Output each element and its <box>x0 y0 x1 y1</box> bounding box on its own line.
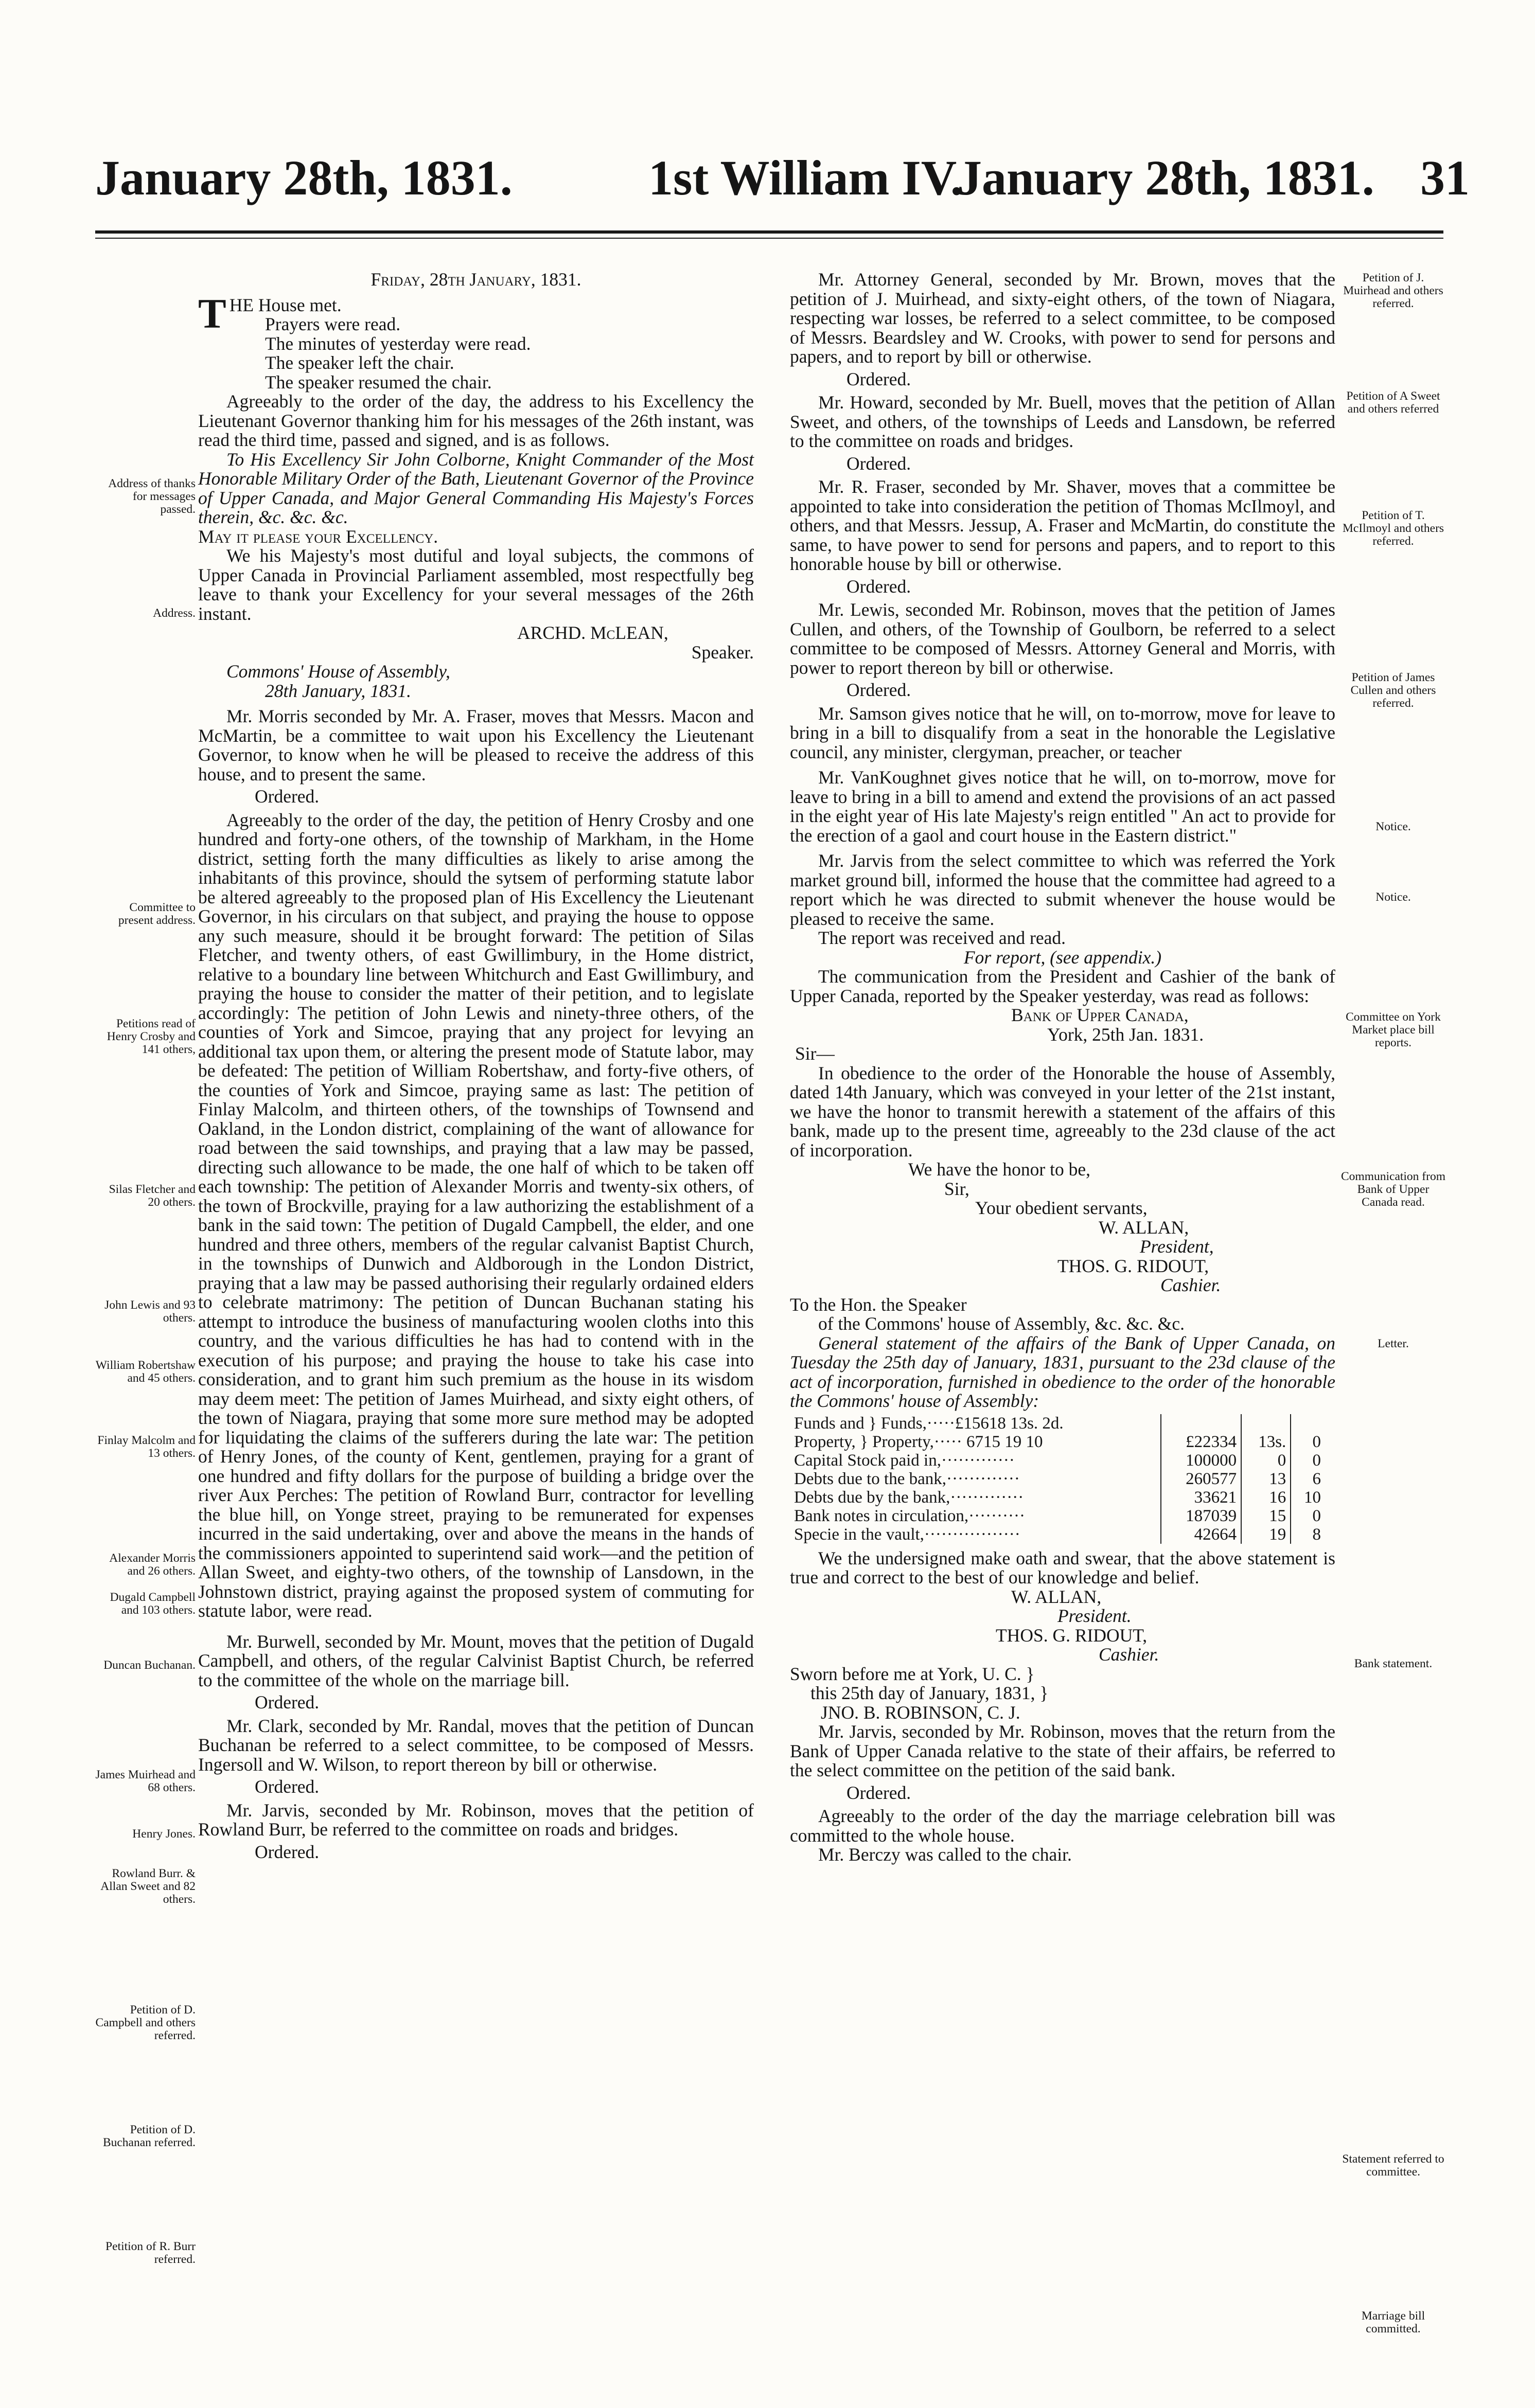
statement-row <box>790 1470 1325 1488</box>
statement-pence: 6 <box>1291 1470 1325 1488</box>
to-speaker: To the Hon. the Speaker <box>790 1294 967 1315</box>
address-to: To His Excellency Sir John Colborne, Knight Commander of the Most Honorable Military Order of the Bath, Lieutenant Governor of the Province of Upper Canada, and Major General Commanding His Majesty's Forces therein, &c. &c. &c. <box>198 449 754 527</box>
right-column <box>790 270 1335 1865</box>
place-line: Commons' House of Assembly, <box>226 661 450 682</box>
statement-pounds: 260577 <box>1161 1470 1241 1488</box>
ordered-right-4: Ordered. <box>846 680 911 700</box>
header-date-left: January 28th, 1831. <box>95 150 513 205</box>
header-rule-thin <box>95 238 1443 239</box>
statement-pounds: 33621 <box>1161 1488 1241 1507</box>
margin-note-left: Duncan Buchanan. <box>103 1658 196 1672</box>
ordered-left-1: Ordered. <box>255 786 320 807</box>
salutation: Sir— <box>795 1043 835 1064</box>
statement-label: Capital Stock paid in,············· <box>794 1451 1015 1470</box>
ordered-right-3: Ordered. <box>846 576 911 597</box>
jarvis-motion-burr: Mr. Jarvis, seconded by Mr. Robinson, moves that the petition of Rowland Burr, be referred to the committee on roads and bridges. <box>198 1799 754 1840</box>
statement-label: Debts due to the bank,············· <box>794 1469 1020 1488</box>
berczy-line: Mr. Berczy was called to the chair. <box>818 1844 1072 1865</box>
jarvis-report: Mr. Jarvis from the select committee to which was referred the York market ground bill, informed the house that the committee had agreed to a report which he was directed to submit whenever the house would be pleased to receive the same. <box>790 850 1335 929</box>
statement-pounds: £22334 <box>1161 1433 1241 1451</box>
statement-pounds: 42664 <box>1161 1525 1241 1544</box>
statement-label: Debts due by the bank,············· <box>794 1488 1024 1507</box>
margin-note-left: Dugald Campbell and 103 others. <box>110 1591 196 1617</box>
margin-note-left: Petition of D. Buchanan referred. <box>102 2123 196 2149</box>
statement-pence: 0 <box>1291 1451 1325 1470</box>
fraser-motion: Mr. R. Fraser, seconded by Mr. Shaver, moves that a committee be appointed to take into consideration the petition of Thomas McIlmoyl, and others, and that Messrs. Jessup, A. Fraser and McMartin, do constitute the same, to have power to send for persons and papers, and to report to this honorable house by bill or otherwise. <box>790 476 1335 574</box>
header-rule-thick <box>95 230 1443 234</box>
margin-note-right: Notice. <box>1375 890 1411 904</box>
vankoughnet-notice: Mr. VanKoughnet gives notice that he will, on to-morrow, move for leave to bring in a bill to amend and extend the provisions of an act passed in the eight year of His late Majesty's reign entitled " An act to provide for the erection of a gaol and court house in the Eastern district." <box>790 767 1335 846</box>
statement-pence <box>1291 1414 1325 1433</box>
honor-line: We have the honor to be, <box>908 1159 1090 1180</box>
statement-shillings: 13 <box>1241 1470 1291 1488</box>
statement-pounds <box>1161 1414 1241 1433</box>
sig2-allan: W. ALLAN, <box>1011 1586 1102 1607</box>
sig2-cashier: Cashier. <box>1099 1644 1159 1665</box>
statement-shillings: 19 <box>1241 1525 1291 1544</box>
signer-title: Speaker. <box>691 641 754 663</box>
clark-motion: Mr. Clark, seconded by Mr. Randal, moves that the petition of Duncan Buchanan be referred to a select committee, to be composed of Messrs. Ingersoll and W. Wilson, to report thereon by bill or otherwise. <box>198 1715 754 1775</box>
header-regnal-year: 1st William IV. <box>648 150 963 205</box>
margin-note-left: Address. <box>153 607 196 620</box>
report-received: The report was received and read. <box>818 927 1066 948</box>
howard-motion: Mr. Howard, seconded by Mr. Buell, moves that the petition of Allan Sweet, and others, of the townships of Leeds and Lansdown, be referred to the committee on roads and bridges. <box>790 392 1335 451</box>
margin-note-right: Committee on York Market place bill reports. <box>1346 1010 1441 1049</box>
statement-pence: 0 <box>1291 1433 1325 1451</box>
ordered-left-2: Ordered. <box>255 1692 320 1713</box>
margin-note-right: Statement referred to committee. <box>1342 2152 1444 2179</box>
statement-pence: 10 <box>1291 1488 1325 1507</box>
obedient-line: Your obedient servants, <box>975 1198 1148 1218</box>
margin-note-right: Communication from Bank of Upper Canada read. <box>1341 1170 1445 1209</box>
address-passed: Agreeably to the order of the day, the address to his Excellency the Lieutenant Governor thanking him for his messages of the 26th instant, was read the third time, passed and signed, and is as follows. <box>198 391 754 450</box>
statement-label: Specie in the vault,················· <box>794 1525 1020 1544</box>
margin-note-left: Henry Jones. <box>132 1827 196 1841</box>
statement-row <box>790 1488 1325 1507</box>
margin-note-left: Petition of R. Burr referred. <box>105 2240 196 2266</box>
sworn-line: Sworn before me at York, U. C. } <box>790 1663 1035 1684</box>
bank-name: Bank of Upper Canada, <box>1011 1005 1189 1025</box>
statement-row <box>790 1507 1325 1525</box>
drop-cap: T <box>198 290 226 337</box>
bank-communication: The communication from the President and Cashier of the bank of Upper Canada, reported by the Speaker yesterday, was read as follows: <box>790 966 1335 1006</box>
margin-note-left: Silas Fletcher and 20 others. <box>109 1183 196 1209</box>
statement-shillings: 16 <box>1241 1488 1291 1507</box>
letter-body: In obedience to the order of the Honorable the house of Assembly, dated 14th January, which was conveyed in your letter of the 21st instant, we have the honor to transmit herewith a statement of the affairs of this bank, made up to the present time, agreeably to the 23d clause of the act of incorporation. <box>790 1062 1335 1161</box>
margin-note-right: Petition of James Cullen and others referred. <box>1350 671 1436 710</box>
statement-heading: General statement of the affairs of the Bank of Upper Canada, on Tuesday the 25th day of January, 1831, pursuant to the 23d clause of the act of incorporation, furnished in obedience to the order of the honorable the Commons' house of Assembly: <box>790 1332 1335 1411</box>
ordered-right-2: Ordered. <box>846 453 911 474</box>
lewis-motion: Mr. Lewis, seconded Mr. Robinson, moves that the petition of James Cullen, and others, of the Township of Goulborn, be referred to a select committee to be composed of Messrs. Attorney General and Morris, with power to report thereon by bill or otherwise. <box>790 599 1335 678</box>
for-report: For report, (see appendix.) <box>963 947 1162 968</box>
header-date-right: January 28th, 1831. <box>957 150 1374 205</box>
jarvis-motion-bank: Mr. Jarvis, seconded by Mr. Robinson, moves that the return from the Bank of Upper Canada relative to the state of their affairs, be referred to the select committee on the petition of the said bank. <box>790 1721 1335 1780</box>
sir-line: Sir, <box>944 1178 969 1199</box>
sworn-line-2: this 25th day of January, 1831, } <box>810 1683 1049 1703</box>
sig-cashier: Cashier. <box>1160 1275 1221 1295</box>
ordered-right-1: Ordered. <box>846 368 911 389</box>
sig-ridout: THOS. G. RIDOUT, <box>1057 1255 1209 1276</box>
prayers-line: Prayers were read. <box>265 314 401 334</box>
statement-shillings: 15 <box>1241 1507 1291 1525</box>
statement-pounds: 100000 <box>1161 1451 1241 1470</box>
margin-note-right: Petition of T. McIlmoyl and others referred. <box>1342 509 1444 548</box>
samson-notice: Mr. Samson gives notice that he will, on to-morrow, move for leave to bring in a bill to disqualify from a seat in the honorable the Legislative council, any minister, clergyman, preacher, or teacher <box>790 703 1335 762</box>
statement-pence: 8 <box>1291 1525 1325 1544</box>
statement-pounds: 187039 <box>1161 1507 1241 1525</box>
statement-label: Bank notes in circulation,·········· <box>794 1506 1025 1525</box>
house-met-text: HE House met. <box>229 294 342 315</box>
statement-row <box>790 1433 1325 1451</box>
margin-note-right: Marriage bill committed. <box>1361 2309 1425 2335</box>
margin-note-right: Letter. <box>1378 1337 1409 1350</box>
burwell-motion: Mr. Burwell, seconded by Mr. Mount, moves that the petition of Dugald Campbell, and others, of the regular Calvinist Baptist Church, be referred to the committee of the whole on the marriage bill. <box>198 1631 754 1690</box>
ordered-left-4: Ordered. <box>255 1841 320 1862</box>
statement-shillings <box>1241 1414 1291 1433</box>
place-date-line: 28th January, 1831. <box>265 680 411 701</box>
petitions-read: Agreeably to the order of the day, the petition of Henry Crosby and one hundred and forty-one others, of the township of Markham, in the Home district, setting forth the many difficulties as likely to arise among the inhabitants of this province, should the sytsem of performing statute labor be altered agreeably to the proposed plan of His Excellency the Lieutenant Governor, in his circulars on that subject, and praying the house to oppose any such measure, should it be brought forward: The petition of Silas Fletcher, and twenty others, of east Gwillimbury, in the Home district, relative to a boundary line between Whitchurch and East Gwillimbury, and praying the house to consider the matter of their petition, and to legislate accordingly: The petition of John Lewis and ninety-three others, of the counties of York and Simcoe, praying that any project for levying an additional tax upon them, or altering the present mode of Statute labor, may be defeated: The petition of William Robertshaw, and forty-five others, of the counties of York and Simcoe, praying same as last: The petition of Finlay Malcolm, and thirteen others, of the townships of Townsend and Oakland, in the London district, complaining of the want of allowance for road between the said townships, and praying that a law may be passed, directing such allowance to be made, the one half of which to be taken off each township: The petition of Alexander Morris and twenty-six others, of the town of Brockville, praying for a law authorizing the establishment of a bank in the said town: The petition of Dugald Campbell, the elder, and one hundred and three others, members of the regular calvanist Baptist Church, in the townships of Dunwich and Aldborough in the London District, praying that a law may be passed authorising their regularly ordained elders to celebrate matrimony: The petition of Duncan Buchanan stating his attempt to introduce the business of manufacturing woolen cloths into this country, and the various difficulties he has had to contend with in the execution of his purpose; and praying the house to take his case into consideration, and to grant him such premium as the house in its wisdom may deem meet: The petition of James Muirhead, and sixty eight others, of the town of Niagara, praying that some more sure method may be adopted for liquidating the claims of the sufferers during the late war: The petition of Henry Jones, of the county of Kent, gentlemen, praying for a grant of one hundred and fifty dollars for the purpose of building a bridge over the river Aux Perches: The petition of Rowland Burr, contractor for levelling the blue hill, on Yonge street, praying to be remunerated for expenses incurred in the said undertaking, over and above the means in the hands of the commissioners appointed to superintend said work—and the petition of Allan Sweet, and eighty-two others, of the township of Lansdown, in the Johnstown district, praying against the proposed system of commuting for statute labor, were read. <box>198 809 754 1621</box>
sworn-line-3: JNO. B. ROBINSON, C. J. <box>821 1702 1020 1723</box>
may-it-please: May it please your Excellency. <box>198 526 438 547</box>
margin-note-left: John Lewis and 93 others. <box>104 1298 196 1325</box>
left-column <box>198 270 754 1866</box>
statement-label: Property, } Property,····· 6715 19 10 <box>794 1432 1043 1451</box>
statement-pence: 0 <box>1291 1507 1325 1525</box>
speaker-resumed-line: The speaker resumed the chair. <box>265 371 492 393</box>
attorney-motion: Mr. Attorney General, seconded by Mr. Brown, moves that the petition of J. Muirhead, and sixty-eight others, of the town of Niagara, respecting war losses, be referred to a select committee, to be composed of Messrs. Beardsley and W. Crooks, with power to send for persons and papers, and to report by bill or otherwise. <box>790 269 1335 367</box>
margin-note-left: Finlay Malcolm and 13 others. <box>97 1434 196 1460</box>
statement-row <box>790 1451 1325 1470</box>
sig-allan: W. ALLAN, <box>1099 1217 1189 1238</box>
statement-shillings: 0 <box>1241 1451 1291 1470</box>
bank-date: York, 25th Jan. 1831. <box>1047 1024 1204 1045</box>
speaker-left-line: The speaker left the chair. <box>265 352 454 373</box>
margin-note-right: Bank statement. <box>1354 1657 1433 1670</box>
margin-note-left: Address of thanks for messages passed. <box>108 477 196 516</box>
dateline: Friday, 28th January, 1831. <box>370 269 581 290</box>
bank-statement-table <box>790 1414 1325 1544</box>
sig2-ridout: THOS. G. RIDOUT, <box>996 1625 1148 1646</box>
address-body: We his Majesty's most dutiful and loyal subjects, the commons of Upper Canada in Provincial Parliament assembled, most respectfully beg leave to thank your Excellency for your several messages of the 26th instant. <box>198 545 754 624</box>
margin-note-left: James Muirhead and 68 others. <box>95 1768 196 1794</box>
margin-note-left: Rowland Burr. & Allan Sweet and 82 others. <box>100 1867 196 1906</box>
to-speaker-2: of the Commons' house of Assembly, &c. &c. &c. <box>818 1313 1185 1334</box>
margin-note-left: Committee to present address. <box>118 901 196 927</box>
statement-label: Funds and } Funds,·····£15618 13s. 2d. <box>794 1414 1064 1433</box>
margin-note-left: Petitions read of Henry Crosby and 141 others, <box>107 1017 196 1056</box>
margin-note-left: William Robertshaw and 45 others. <box>95 1359 196 1385</box>
margin-note-right: Petition of A Sweet and others referred <box>1346 389 1440 416</box>
statement-row <box>790 1414 1325 1433</box>
minutes-line: The minutes of yesterday were read. <box>265 333 531 354</box>
oath: We the undersigned make oath and swear, that the above statement is true and correct to the best of our knowledge and belief. <box>790 1547 1335 1588</box>
page-header <box>0 0 1535 216</box>
page-number: 31 <box>1420 150 1470 205</box>
marriage-bill-line: Agreeably to the order of the day the marriage celebration bill was committed to the whole house. <box>790 1806 1335 1846</box>
margin-note-left: Petition of D. Campbell and others referred. <box>95 2003 196 2042</box>
statement-shillings: 13s. <box>1241 1433 1291 1451</box>
margin-note-right: Notice. <box>1375 820 1411 833</box>
committee-present-motion: Mr. Morris seconded by Mr. A. Fraser, moves that Messrs. Macon and McMartin, be a committee to wait upon his Excellency the Lieutenant Governor, to know when he will be pleased to receive the address of this house, and to present the same. <box>198 706 754 784</box>
margin-note-right: Petition of J. Muirhead and others referred. <box>1343 271 1443 310</box>
ordered-right-5: Ordered. <box>846 1782 911 1803</box>
margin-note-left: Alexander Morris and 26 others. <box>109 1551 196 1578</box>
sig-president: President, <box>1140 1236 1214 1257</box>
sig2-president: President. <box>1057 1606 1132 1626</box>
signer-name: ARCHD. McLEAN, <box>517 622 668 643</box>
statement-row <box>790 1525 1325 1544</box>
ordered-left-3: Ordered. <box>255 1776 320 1797</box>
